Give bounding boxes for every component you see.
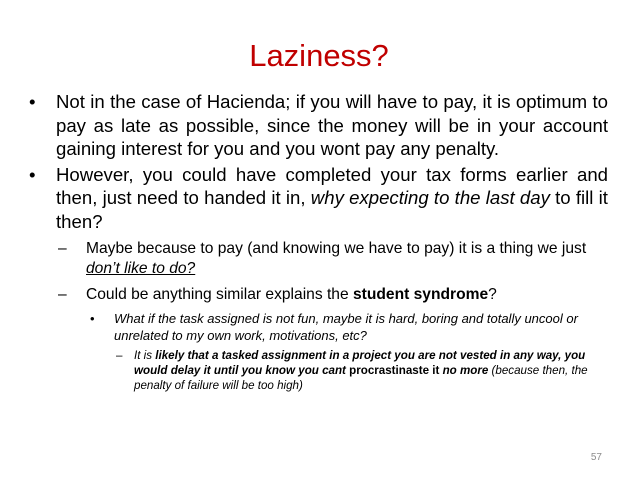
third-level-text: What if the task assigned is not fun, maybe it is hard, boring and totally uncool or unrelated to my own work, motivations, etc? — [114, 311, 578, 343]
dash-marker: – — [116, 349, 123, 362]
bullet-text-part: to fill it then? — [56, 187, 608, 232]
sub-bullet-dont-like — [28, 239, 608, 279]
sub-bullet-text: Maybe because to pay (and knowing we have to pay) it is a thing we just — [86, 240, 587, 257]
fourth-level-bold: procrastinaste it — [345, 364, 440, 377]
third-level-bullet-task — [28, 310, 608, 344]
bullet-text: Not in the case of Hacienda; if you will have to pay, it is optimum to pay as late as possible, since the money will be in your account gaining interest for you and you wont pay any penalty. — [56, 91, 608, 159]
page-number: 57 — [590, 452, 602, 463]
bullet-tax-forms — [28, 163, 608, 234]
bullet-marker: • — [29, 163, 36, 185]
sub-bullet-student-syndrome — [28, 285, 608, 305]
sub-bullet-text: Could be anything similar explains the — [86, 286, 353, 303]
bullet-hacienda — [28, 90, 608, 161]
fourth-level-bold-italic: likely that a tasked assignment in a project you are not vested in any way, you would delay it until you know you cant — [134, 349, 586, 377]
bullet-marker: • — [29, 91, 36, 112]
slide-content — [28, 90, 608, 393]
slide-title: Laziness? — [249, 38, 389, 73]
dash-marker: – — [58, 240, 67, 257]
sub-bullet-bold: student syndrome — [352, 286, 489, 303]
fourth-level-text: It is — [134, 349, 156, 362]
sub-bullet-underlined: don’t like to do? — [86, 260, 196, 277]
fourth-level-bold-italic: no more — [439, 364, 489, 377]
bullet-text-italic: why expecting to the last day — [310, 187, 550, 208]
dash-marker: – — [58, 286, 67, 303]
fourth-level-text: (because then, the penalty of failure will be too high) — [134, 364, 588, 392]
bullet-marker: • — [90, 311, 95, 326]
sub-bullet-text: ? — [488, 286, 497, 303]
fourth-level-bullet-delay — [28, 348, 608, 393]
bullet-text-part: However, you could have completed your tax forms earlier and then, just need to handed it in, — [56, 163, 608, 208]
